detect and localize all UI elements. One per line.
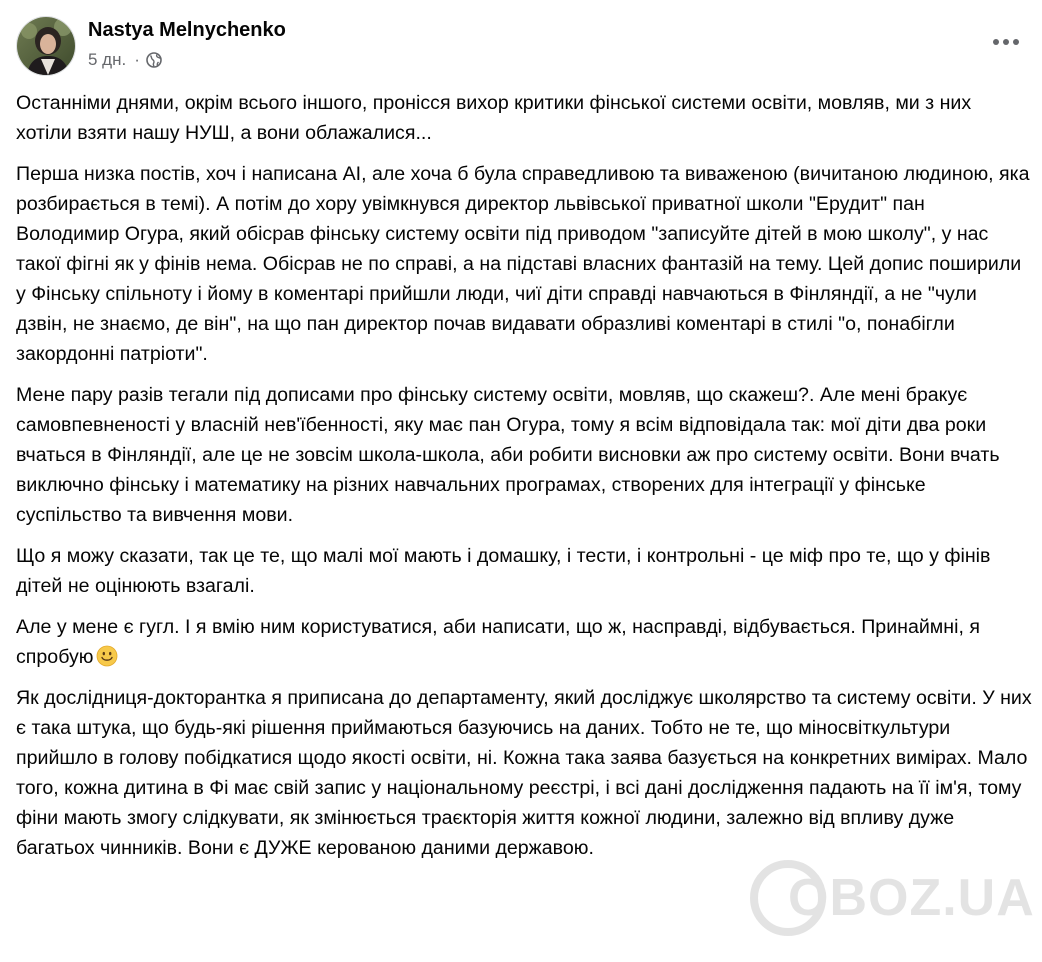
avatar-photo (17, 17, 75, 75)
post-paragraph: Що я можу сказати, так це те, що малі мої мають і домашку, і тести, і контрольні - це міф про те, що у фінів дітей не оцінюють взагалі. (16, 545, 991, 597)
author-name[interactable]: Nastya Melnychenko (88, 19, 286, 41)
post-paragraph-with-emoji (16, 612, 1032, 672)
globe-icon[interactable] (146, 52, 162, 68)
post-header (16, 16, 1026, 76)
watermark-text: OBOZ.UA (788, 869, 1035, 927)
post-paragraph: Як дослідниця-докторантка я приписана до департаменту, який досліджує школярство та систему освіти. У них є така штука, що будь-які рішення приймаються базуючись на даних. Тобто не те, що міносвіткультури прийшло в голову побідкатися щодо якості освіти, ні. Кожна така заява базується на конкретних вимірах. Мало того, кожна дитина в Фі має свій запис у національному реєстрі, і всі дані дослідження падають на її ім'я, тому фіни мають змогу слідкувати, як змінюється траєкторія життя кожної людини, залежно від впливу дуже багатьох чинників. Вони є ДУЖЕ керованою даними державою. (16, 687, 1032, 859)
author-avatar[interactable] (16, 16, 76, 76)
more-options-button[interactable] (986, 22, 1026, 62)
post-paragraph: Перша низка постів, хоч і написана АІ, але хоча б була справедливою та виваженою (вичитаною людиною, яка розбирається в темі). А потім до хору увімкнувся директор львівської приватної школи "Ерудит" пан Володимир Огура, який обісрав фінську систему освіти під приводом "записуйте дітей в мою школу", у нас такої фігні як у фінів нема. Обісрав не по справі, а на підставі власних фантазій на тему. Цей допис поширили у Фінську спільноту і йому в коментарі прийшли люди, чиї діти справді навчаються в Фінляндії, а не "чули дзвін, не знаємо, де він", на що пан директор почав видавати образливі коментарі в стилі "о, понабігли закордонні патріоти". (16, 163, 1030, 365)
smiling-face-emoji-icon (96, 645, 118, 667)
post-meta (88, 50, 162, 70)
post-text (16, 88, 1032, 874)
meta-separator: · (134, 50, 140, 69)
post-paragraph: Мене пару разів тегали під дописами про фінську систему освіти, мовляв, що скажеш?. Але мені бракує самовпевненості у власній нев'їбенності, яку має пан Огура, тому я всім відповідала так: мої діти два роки вчаться в Фінляндії, але це не зовсім школа-школа, аби робити висновки аж про систему освіти. Вони вчать виключно фінську і математику на різних навчальних програмах, створених для інтеграції у фінське суспільство та вивчення мови. (16, 384, 1000, 526)
post-timestamp[interactable]: 5 дн. (88, 50, 127, 69)
post-paragraph-text: Але у мене є гугл. І я вмію ним користуватися, аби написати, що ж, насправді, відбувається. Принаймні, я спробую (16, 616, 980, 668)
more-horizontal-icon (992, 38, 1020, 46)
post-paragraph: Останніми днями, окрім всього іншого, пронісся вихор критики фінської системи освіти, мовляв, ми з них хотіли взяти нашу НУШ, а вони облажалися... (16, 92, 972, 144)
